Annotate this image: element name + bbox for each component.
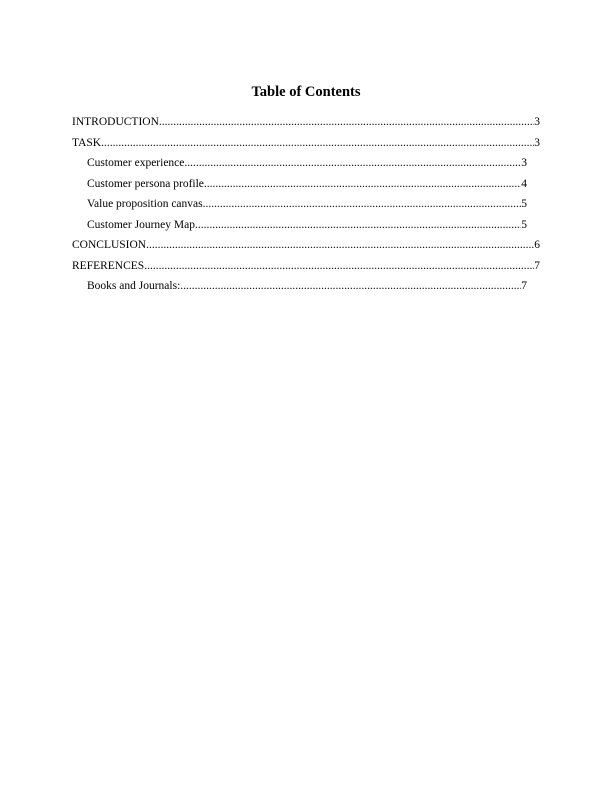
toc-page-number: 7: [534, 259, 540, 272]
dot-leader: [146, 235, 534, 256]
toc-page-number: 3: [534, 136, 540, 149]
toc-entry-task[interactable]: [72, 133, 540, 154]
toc-entry-label: Value proposition canvas: [87, 198, 203, 210]
toc-entry-label: Books and Journals:: [87, 280, 181, 292]
toc-page-number: 3: [521, 157, 527, 169]
toc-entry-label: REFERENCES: [72, 259, 145, 272]
toc-entry-customer-persona-profile[interactable]: [87, 174, 527, 195]
dot-leader: [195, 215, 521, 236]
toc-page-number: 5: [521, 198, 527, 210]
dot-leader: [180, 276, 521, 297]
toc-entry-value-proposition-canvas[interactable]: [87, 194, 527, 215]
toc-page-number: 5: [521, 218, 527, 231]
toc-page-number: 3: [534, 116, 540, 128]
toc-entry-label: CONCLUSION: [72, 239, 147, 251]
dot-leader: [144, 256, 534, 277]
toc-page-number: 7: [521, 280, 527, 292]
dot-leader: [204, 174, 521, 195]
toc-page-number: 4: [521, 177, 527, 190]
toc-entry-references[interactable]: [72, 256, 540, 277]
page-title: Table of Contents: [251, 84, 361, 100]
dot-leader: [159, 112, 534, 133]
toc-entry-label: Customer persona profile: [87, 177, 204, 190]
toc-page-number: 6: [534, 239, 540, 251]
dot-leader: [184, 153, 521, 174]
dot-leader: [203, 194, 522, 215]
dot-leader: [101, 133, 534, 154]
toc-entry-customer-experience[interactable]: [87, 153, 527, 174]
toc-entry-books-and-journals[interactable]: [87, 276, 527, 297]
toc-entry-customer-journey-map[interactable]: [87, 215, 527, 236]
table-of-contents: [0, 112, 612, 297]
toc-entry-conclusion[interactable]: [72, 235, 540, 256]
toc-entry-introduction[interactable]: [72, 112, 540, 133]
toc-entry-label: TASK: [72, 136, 102, 149]
toc-entry-label: Customer Journey Map: [87, 218, 195, 231]
toc-entry-label: INTRODUCTION: [72, 116, 159, 128]
toc-entry-label: Customer experience: [87, 157, 185, 169]
